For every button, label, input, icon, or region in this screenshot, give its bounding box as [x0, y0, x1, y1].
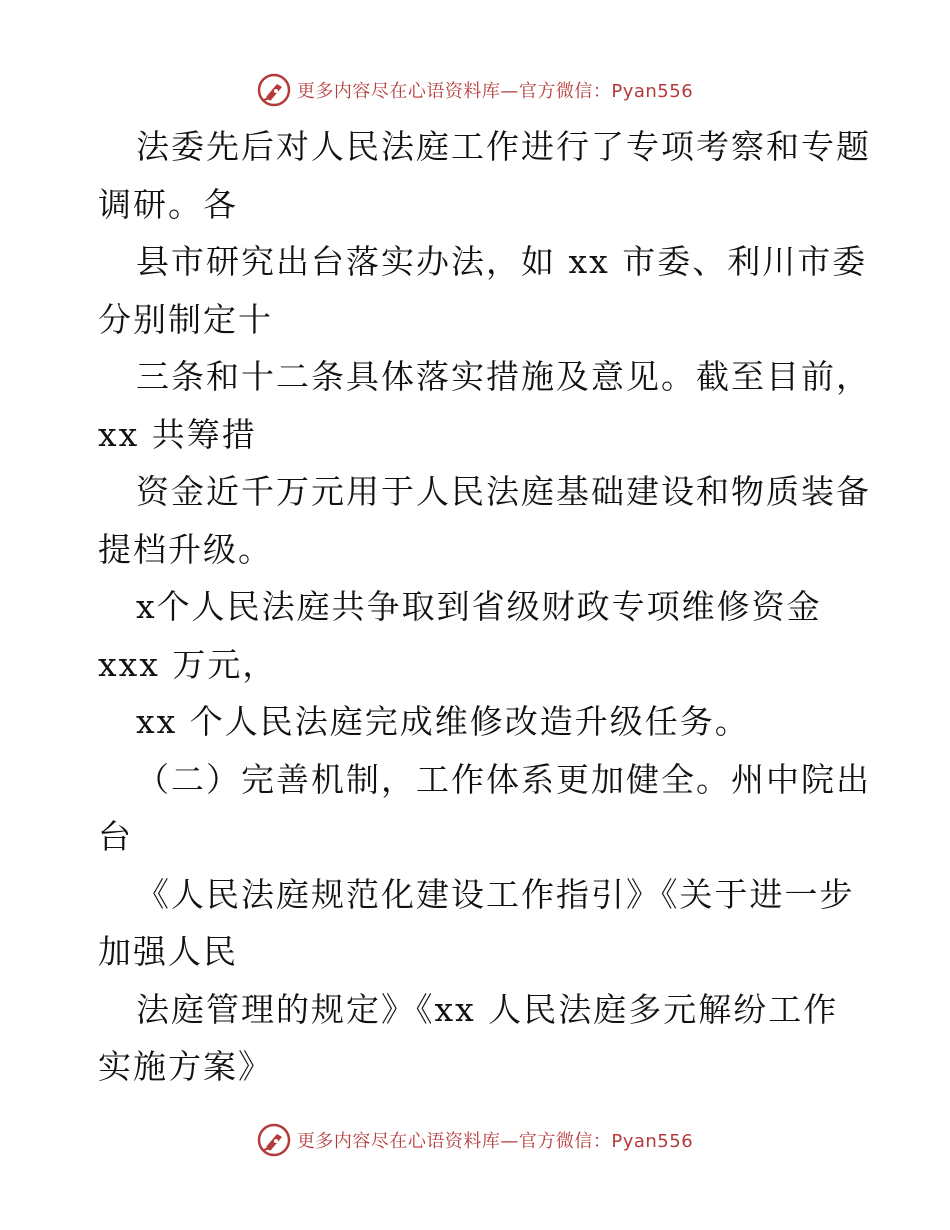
body-line: 实施方案》: [98, 1047, 273, 1086]
body-line: 台: [98, 817, 133, 856]
body-line: 三条和十二条具体落实措施及意见。截至目前，: [136, 357, 871, 396]
header-promo-text: 更多内容尽在心语资料库—官方微信：Pyan556: [296, 81, 694, 102]
header-banner: [0, 72, 950, 108]
pen-nib-logo-icon: [257, 73, 291, 107]
body-line: 资金近千万元用于人民法庭基础建设和物质装备: [136, 472, 871, 511]
body-line: xx 个人民法庭完成维修改造升级任务。: [136, 702, 750, 741]
document-body: [98, 118, 871, 1096]
footer-promo-text: 更多内容尽在心语资料库—官方微信：Pyan556: [296, 1131, 694, 1152]
body-line: 县市研究出台落实办法，如 xx 市委、利川市委: [136, 242, 868, 281]
body-line: （二）完善机制，工作体系更加健全。州中院出: [136, 759, 871, 799]
body-line: 分别制定十: [98, 299, 273, 339]
body-line: x个人民法庭共争取到省级财政专项维修资金: [136, 587, 822, 626]
footer-banner: [0, 1122, 950, 1158]
body-line: 提档升级。: [98, 529, 273, 569]
body-line: 调研。各: [98, 184, 238, 224]
body-line: 加强人民: [98, 932, 238, 971]
body-line: 法委先后对人民法庭工作进行了专项考察和专题: [136, 127, 871, 166]
body-line: 法庭管理的规定》《xx 人民法庭多元解纷工作: [136, 989, 839, 1029]
body-line: xx 共筹措: [98, 414, 257, 454]
body-line: xxx 万元，: [98, 644, 278, 684]
pen-nib-logo-icon: [257, 1123, 291, 1157]
body-line: 《人民法庭规范化建设工作指引》《关于进一步: [136, 874, 855, 914]
